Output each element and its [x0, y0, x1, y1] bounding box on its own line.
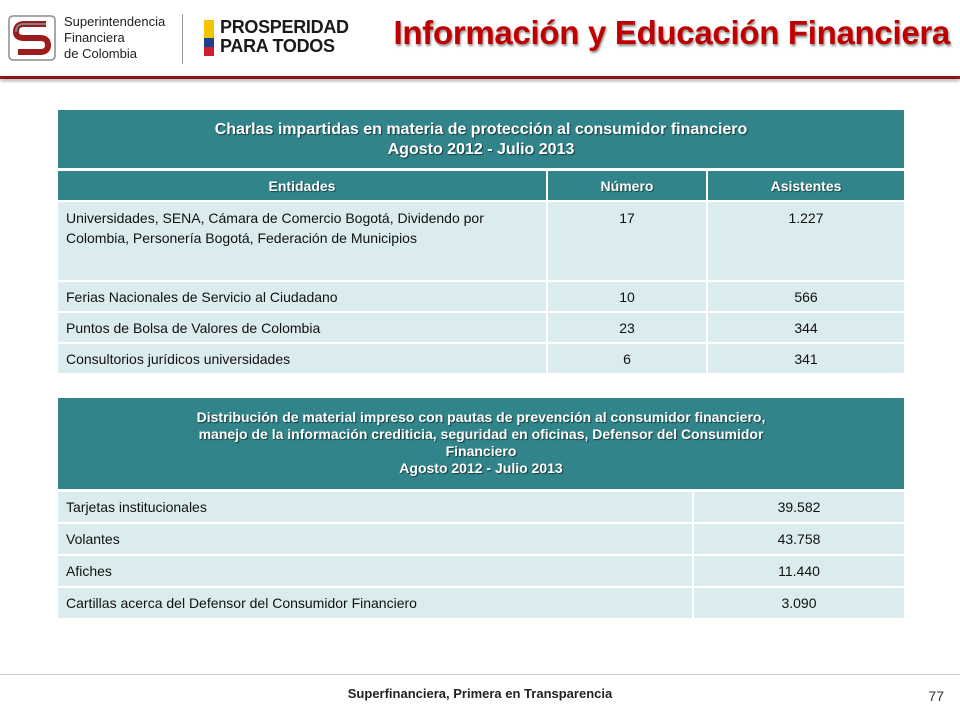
- page-number: 77: [928, 688, 944, 704]
- superfinanciera-logo: [8, 10, 178, 66]
- entity-cell: Universidades, SENA, Cámara de Comercio Bogotá, Dividendo por Colombia, Personería Bogotá, Federación de Municipios: [58, 202, 548, 282]
- page-title: Información y Educación Financiera: [393, 14, 950, 51]
- prosperidad-logo: [204, 18, 354, 60]
- material-item-cell: Cartillas acerca del Defensor del Consumidor Financiero: [58, 588, 694, 620]
- material-item-cell: Afiches: [58, 556, 694, 588]
- number-cell: 23: [548, 313, 708, 344]
- material-caption-line-1: Distribución de material impreso con pautas de prevención al consumidor financiero,: [196, 409, 766, 425]
- column-header-numero: Número: [548, 171, 708, 202]
- printed-material-caption: [58, 398, 904, 492]
- table-row: [58, 313, 904, 344]
- superfinanciera-name: [64, 14, 165, 62]
- talks-caption-line-2: Agosto 2012 - Julio 2013: [387, 141, 575, 158]
- talks-table-header: [58, 171, 904, 202]
- material-caption-line-4: Agosto 2012 - Julio 2013: [399, 460, 563, 476]
- talks-caption-line-1: Charlas impartidas en materia de protección al consumidor financiero: [214, 121, 748, 138]
- printed-material-table: [58, 398, 904, 620]
- attendees-cell: 1.227: [708, 202, 904, 282]
- header-rule: [0, 76, 960, 79]
- material-value-cell: 11.440: [694, 556, 904, 588]
- logo-divider: [182, 14, 183, 64]
- material-item-cell: Tarjetas institucionales: [58, 492, 694, 524]
- number-cell: 6: [548, 344, 708, 375]
- campaign-line-1: PROSPERIDAD: [220, 17, 349, 37]
- talks-table-caption: [58, 110, 904, 171]
- material-item-cell: Volantes: [58, 524, 694, 556]
- attendees-cell: 344: [708, 313, 904, 344]
- material-caption-line-3: Financiero: [445, 443, 517, 459]
- material-value-cell: 3.090: [694, 588, 904, 620]
- org-line-1: Superintendencia: [64, 14, 166, 29]
- footer-rule: [0, 674, 960, 675]
- attendees-cell: 341: [708, 344, 904, 375]
- number-cell: 17: [548, 202, 708, 282]
- superfinanciera-emblem-icon: [8, 14, 56, 62]
- table-row: [58, 588, 904, 620]
- number-cell: 10: [548, 282, 708, 313]
- entity-cell: Puntos de Bolsa de Valores de Colombia: [58, 313, 548, 344]
- table-row: [58, 202, 904, 282]
- footer-slogan: Superfinanciera, Primera en Transparencia: [347, 686, 613, 701]
- material-value-cell: 39.582: [694, 492, 904, 524]
- table-row: [58, 492, 904, 524]
- org-line-3: de Colombia: [64, 46, 137, 61]
- colombia-flag-icon: [204, 20, 214, 56]
- column-header-entidades: Entidades: [58, 171, 548, 202]
- material-caption-line-2: manejo de la información crediticia, seguridad en oficinas, Defensor del Consumidor: [198, 426, 764, 442]
- entity-cell: Consultorios jurídicos universidades: [58, 344, 548, 375]
- material-value-cell: 43.758: [694, 524, 904, 556]
- table-row: [58, 556, 904, 588]
- org-line-2: Financiera: [64, 30, 125, 45]
- table-row: [58, 344, 904, 375]
- entity-cell: Ferias Nacionales de Servicio al Ciudadano: [58, 282, 548, 313]
- campaign-line-2: PARA TODOS: [220, 36, 335, 56]
- table-row: [58, 524, 904, 556]
- column-header-asistentes: Asistentes: [708, 171, 904, 202]
- talks-table: [58, 110, 904, 375]
- attendees-cell: 566: [708, 282, 904, 313]
- table-row: [58, 282, 904, 313]
